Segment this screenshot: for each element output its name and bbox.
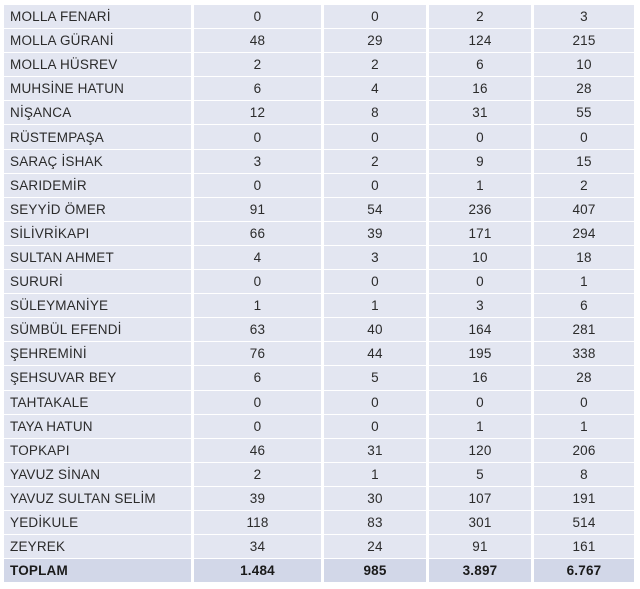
value-cell: 76	[194, 342, 324, 365]
value-cell: 1	[429, 415, 534, 438]
table-row	[4, 318, 634, 341]
value-cell: 2	[194, 53, 324, 76]
value-cell: 8	[324, 101, 429, 124]
value-cell: 1	[324, 294, 429, 317]
value-cell: 55	[534, 101, 634, 124]
district-name-cell: ZEYREK	[4, 535, 194, 558]
value-cell: 2	[324, 150, 429, 173]
value-cell: 0	[324, 5, 429, 28]
value-cell: 54	[324, 198, 429, 221]
value-cell: 1	[324, 463, 429, 486]
value-cell: 91	[429, 535, 534, 558]
district-name-cell: NİŞANCA	[4, 101, 194, 124]
value-cell: 16	[429, 77, 534, 100]
value-cell: 12	[194, 101, 324, 124]
value-cell: 2	[534, 174, 634, 197]
value-cell: 0	[324, 270, 429, 293]
total-value-cell: 1.484	[194, 559, 324, 582]
total-row	[4, 559, 634, 582]
table-row	[4, 415, 634, 438]
value-cell: 91	[194, 198, 324, 221]
value-cell: 6	[429, 53, 534, 76]
district-name-cell: SULTAN AHMET	[4, 246, 194, 269]
table-row	[4, 439, 634, 462]
district-name-cell: SİLİVRİKAPI	[4, 222, 194, 245]
value-cell: 124	[429, 29, 534, 52]
value-cell: 120	[429, 439, 534, 462]
district-name-cell: MOLLA FENARİ	[4, 5, 194, 28]
table-row	[4, 222, 634, 245]
value-cell: 18	[534, 246, 634, 269]
value-cell: 1	[429, 174, 534, 197]
total-value-cell: 985	[324, 559, 429, 582]
value-cell: 6	[194, 77, 324, 100]
district-name-cell: RÜSTEMPAŞA	[4, 125, 194, 148]
value-cell: 0	[194, 5, 324, 28]
value-cell: 24	[324, 535, 429, 558]
total-value-cell: 3.897	[429, 559, 534, 582]
value-cell: 0	[429, 270, 534, 293]
value-cell: 15	[534, 150, 634, 173]
table-row	[4, 391, 634, 414]
district-name-cell: ŞEHSUVAR BEY	[4, 366, 194, 389]
value-cell: 161	[534, 535, 634, 558]
table-row	[4, 463, 634, 486]
value-cell: 3	[429, 294, 534, 317]
value-cell: 39	[324, 222, 429, 245]
value-cell: 48	[194, 29, 324, 52]
value-cell: 195	[429, 342, 534, 365]
district-name-cell: MUHSİNE HATUN	[4, 77, 194, 100]
district-name-cell: SÜMBÜL EFENDİ	[4, 318, 194, 341]
value-cell: 8	[534, 463, 634, 486]
value-cell: 0	[429, 125, 534, 148]
value-cell: 46	[194, 439, 324, 462]
value-cell: 3	[194, 150, 324, 173]
value-cell: 0	[324, 174, 429, 197]
value-cell: 6	[194, 366, 324, 389]
value-cell: 2	[194, 463, 324, 486]
value-cell: 206	[534, 439, 634, 462]
table-row	[4, 101, 634, 124]
value-cell: 294	[534, 222, 634, 245]
table-row	[4, 511, 634, 534]
table-row	[4, 270, 634, 293]
value-cell: 16	[429, 366, 534, 389]
table-row	[4, 29, 634, 52]
value-cell: 3	[324, 246, 429, 269]
value-cell: 30	[324, 487, 429, 510]
value-cell: 40	[324, 318, 429, 341]
value-cell: 1	[534, 270, 634, 293]
value-cell: 9	[429, 150, 534, 173]
table-body	[4, 5, 634, 582]
value-cell: 44	[324, 342, 429, 365]
district-name-cell: SARAÇ İSHAK	[4, 150, 194, 173]
table-row	[4, 487, 634, 510]
value-cell: 281	[534, 318, 634, 341]
value-cell: 338	[534, 342, 634, 365]
district-name-cell: SEYYİD ÖMER	[4, 198, 194, 221]
table-row	[4, 174, 634, 197]
value-cell: 107	[429, 487, 534, 510]
value-cell: 0	[194, 391, 324, 414]
value-cell: 0	[194, 415, 324, 438]
value-cell: 0	[324, 391, 429, 414]
value-cell: 3	[534, 5, 634, 28]
value-cell: 0	[429, 391, 534, 414]
total-label-cell: TOPLAM	[4, 559, 194, 582]
value-cell: 29	[324, 29, 429, 52]
district-table	[4, 4, 634, 583]
value-cell: 1	[194, 294, 324, 317]
table-row	[4, 294, 634, 317]
value-cell: 28	[534, 77, 634, 100]
value-cell: 171	[429, 222, 534, 245]
value-cell: 63	[194, 318, 324, 341]
value-cell: 514	[534, 511, 634, 534]
value-cell: 301	[429, 511, 534, 534]
table-row	[4, 342, 634, 365]
table-row	[4, 125, 634, 148]
district-name-cell: TAYA HATUN	[4, 415, 194, 438]
total-value-cell: 6.767	[534, 559, 634, 582]
table-row	[4, 77, 634, 100]
value-cell: 31	[429, 101, 534, 124]
value-cell: 164	[429, 318, 534, 341]
value-cell: 2	[429, 5, 534, 28]
table-row	[4, 5, 634, 28]
value-cell: 5	[324, 366, 429, 389]
district-name-cell: MOLLA GÜRANİ	[4, 29, 194, 52]
value-cell: 2	[324, 53, 429, 76]
value-cell: 10	[429, 246, 534, 269]
district-name-cell: SARIDEMİR	[4, 174, 194, 197]
value-cell: 0	[534, 391, 634, 414]
value-cell: 407	[534, 198, 634, 221]
value-cell: 1	[534, 415, 634, 438]
table-row	[4, 366, 634, 389]
value-cell: 83	[324, 511, 429, 534]
value-cell: 4	[324, 77, 429, 100]
value-cell: 4	[194, 246, 324, 269]
district-name-cell: TOPKAPI	[4, 439, 194, 462]
value-cell: 28	[534, 366, 634, 389]
district-name-cell: MOLLA HÜSREV	[4, 53, 194, 76]
district-name-cell: ŞEHREMİNİ	[4, 342, 194, 365]
value-cell: 6	[534, 294, 634, 317]
table-row	[4, 150, 634, 173]
value-cell: 34	[194, 535, 324, 558]
data-table-container	[4, 4, 634, 583]
value-cell: 215	[534, 29, 634, 52]
table-row	[4, 246, 634, 269]
value-cell: 236	[429, 198, 534, 221]
value-cell: 0	[534, 125, 634, 148]
value-cell: 118	[194, 511, 324, 534]
value-cell: 5	[429, 463, 534, 486]
value-cell: 0	[194, 174, 324, 197]
value-cell: 39	[194, 487, 324, 510]
value-cell: 0	[194, 270, 324, 293]
value-cell: 191	[534, 487, 634, 510]
district-name-cell: SURURİ	[4, 270, 194, 293]
value-cell: 66	[194, 222, 324, 245]
value-cell: 0	[324, 125, 429, 148]
district-name-cell: YEDİKULE	[4, 511, 194, 534]
district-name-cell: SÜLEYMANİYE	[4, 294, 194, 317]
value-cell: 0	[324, 415, 429, 438]
table-row	[4, 535, 634, 558]
district-name-cell: YAVUZ SULTAN SELİM	[4, 487, 194, 510]
district-name-cell: TAHTAKALE	[4, 391, 194, 414]
table-row	[4, 198, 634, 221]
value-cell: 31	[324, 439, 429, 462]
value-cell: 0	[194, 125, 324, 148]
value-cell: 10	[534, 53, 634, 76]
table-row	[4, 53, 634, 76]
district-name-cell: YAVUZ SİNAN	[4, 463, 194, 486]
